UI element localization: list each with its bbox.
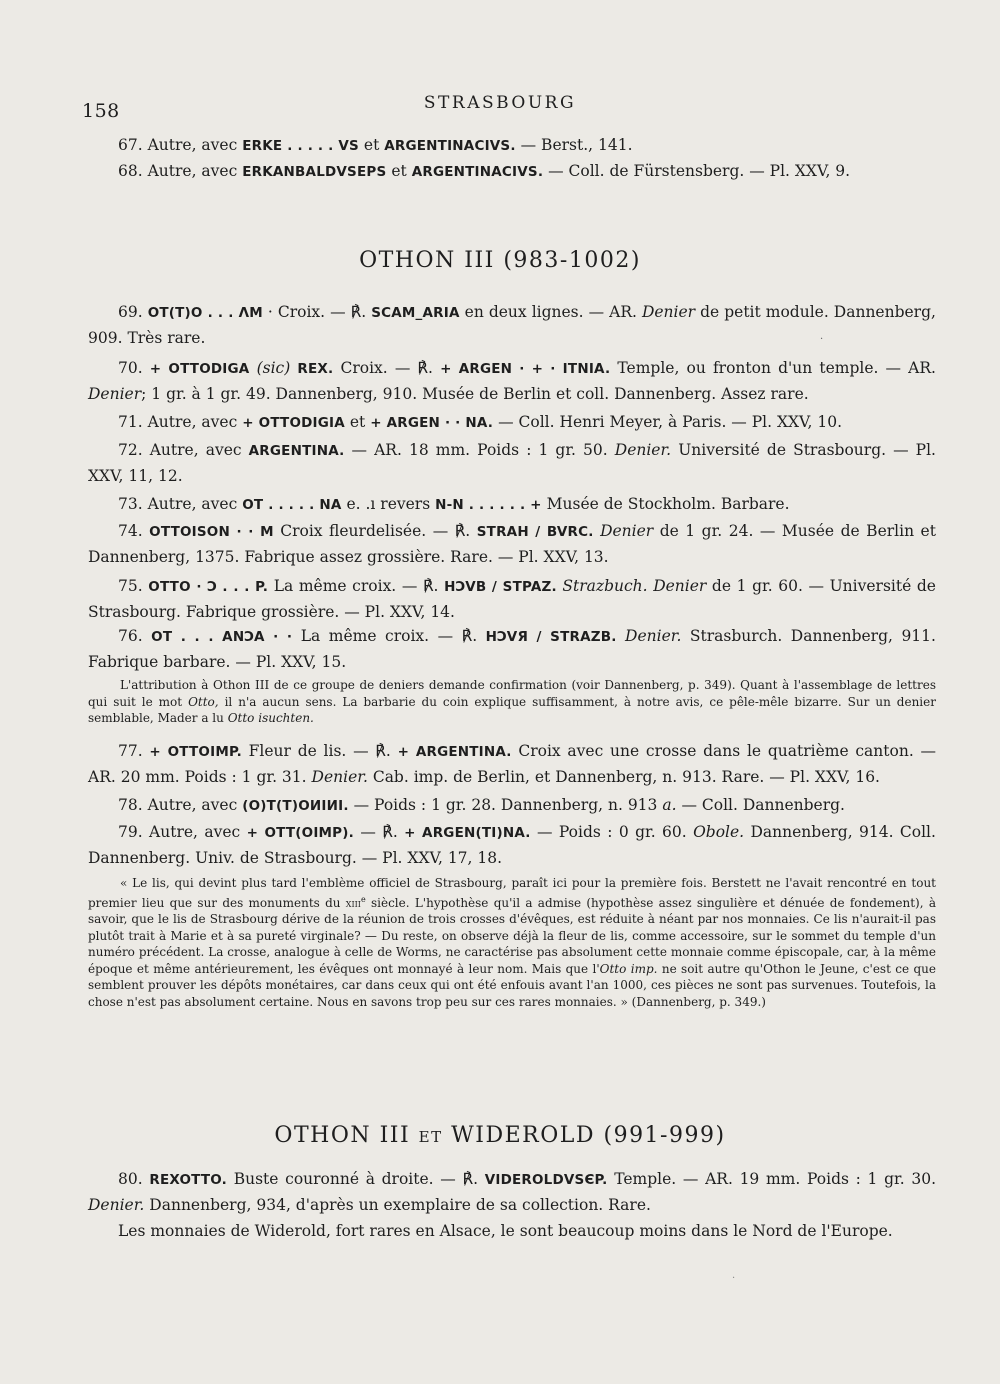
entry-69: 69. OT(T)O . . . ΛM · Croix. — ℟. SCAM_ARIA en deux lignes. — AR. Denier de petit module. Dannenberg, 909. Très rare. [88, 303, 936, 347]
coin-legend: OTTO · Ͻ . . . P. [148, 579, 269, 595]
entry-68: 68. Autre, avec ERKANBALDVSEPS et ARGENTINACIVS. — Coll. de Fürstensberg. — Pl. XXV, 9. [118, 162, 851, 180]
entry-79: 79. Autre, avec + OTT(OIMP). — ℟. + ARGEN(TI)NA. — Poids : 0 gr. 60. Obole. Dannenberg, 914. Coll. Dannenberg. Univ. de Strasbourg. — Pl. XXV, 17, 18. [88, 823, 936, 867]
coin-legend: + ARGEN · · NA. [370, 415, 494, 431]
entry-76: 76. OT . . . ANϽA · · La même croix. — ℟. HϽVЯ / STRAZB. Denier. Strasburch. Dannenberg, 911. Fabrique barbare. — Pl. XXV, 15. [88, 627, 936, 671]
coin-legend: ARGENTINA. [248, 443, 345, 459]
entry-73: 73. Autre, avec OT . . . . . NA e. .ı revers N-N . . . . . . + Musée de Stockholm. Barbare. [118, 495, 790, 513]
coin-legend: ARGENTINACIVS. [384, 138, 516, 154]
entry-80: 80. REXOTTO. Buste couronné à droite. — ℟. VIDEROLDVSЄP. Temple. — AR. 19 mm. Poids : 1 gr. 30. Denier. Dannenberg, 934, d'après un exemplaire de sa collection. Rare. [88, 1170, 937, 1214]
coin-legend: REXOTTO. [149, 1172, 228, 1188]
coin-legend: STRAH / BVRC. [476, 524, 594, 540]
coin-legend: + ARGENTINA. [397, 744, 512, 760]
coin-legend: + OTTOIMP. [149, 744, 242, 760]
entry-75: 75. OTTO · Ͻ . . . P. La même croix. — ℟. HϽVB / STPAZ. Strazbuch. Denier de 1 gr. 60. — Université de Strasbourg. Fabrique grossière. — Pl. XXV, 14. [88, 577, 936, 621]
coin-legend: OTTOISON · · M [149, 524, 274, 540]
coin-legend: + ARGEN · + · ITNIA. [440, 361, 611, 377]
coin-legend: ERKANBALDVSEPS [242, 164, 387, 180]
entry-70: 70. + OTTODIGA (sic) REX. Croix. — ℟. + ARGEN · + · ITNIA. Temple, ou fronton d'un temple. — AR. Denier; 1 gr. à 1 gr. 49. Dannenberg, 910. Musée de Berlin et coll. Dannenberg. Assez rare. [88, 359, 936, 403]
running-title: STRASBOURG [423, 93, 577, 113]
coin-legend: SCAM_ARIA [371, 305, 460, 321]
coin-legend: OT . . . . . NA [242, 497, 342, 513]
coin-legend: + OTT(OIMP). [246, 825, 354, 841]
entry-74: 74. OTTOISON · · M Croix fleurdelisée. — ℟. STRAH / BVRC. Denier de 1 gr. 24. — Musée de Berlin et Dannenberg, 1375. Fabrique assez grossière. Rare. — Pl. XXV, 13. [88, 522, 936, 566]
coin-legend: (O)T(T)OИIИI. [242, 798, 349, 814]
footnote-attribution: L'attribution à Othon III de ce groupe de deniers demande confirmation (voir Dannenberg, p. 349). Quant à l'assemblage de lettres qui suit le mot Otto, il n'a aucun sens. La barbarie du coin explique suffisamment, à notre avis, ce pêle-mêle bizarre. Sur un denier semblable, Mader a lu Otto isuchten. [88, 678, 936, 725]
coin-legend: HϽVB / STPAZ. [444, 579, 557, 595]
entry-72: 72. Autre, avec ARGENTINA. — AR. 18 mm. Poids : 1 gr. 50. Denier. Université de Strasbourg. — Pl. XXV, 11, 12. [88, 441, 936, 485]
entry-67: 67. Autre, avec ERKE . . . . . VS et ARGENTINACIVS. — Berst., 141. [118, 136, 633, 154]
footnote-dannenberg-quote: « Le lis, qui devint plus tard l'emblème officiel de Strasbourg, paraît ici pour la première fois. Berstett ne l'avait rencontré en tout premier lieu que sur des monuments du xiii$^e$ siècle. L'hypothèse qu'il a admise (hypothèse assez singulière et dénuée de fondement), à savoir, que le lis de Strasbourg dérive de la réunion de trois crosses d'évêques, est réduite à néant par nos monnaies. Ce lis n'aurait-il pas plutôt trait à Marie et à sa pureté virginale? — Du reste, on observe déjà la fleur de lis, comme accessoire, sur le sommet du temple d'un numéro précédent. La crosse, analogue à celle de Worms, ne caractérise pas absolument cette monnaie comme épiscopale, car, à la même époque et même antérieurement, les évêques ont monnayé à leur nom. Mais que l'Otto imp. ne soit autre qu'Othon le Jeune, c'est ce que semblent prouver les dépôts monétaires, car dans ceux qui ont été enfouis avant l'an 1000, ces pièces ne sont pas survenues. Toutefois, la chose n'est pas absolument certaine. Nous en savons trop peu sur ces rares monnaies. » (Dannenberg, p. 349.) [88, 876, 936, 1009]
coin-legend: N-N . . . . . . + [435, 497, 542, 513]
coin-legend: ARGENTINACIVS. [411, 164, 544, 180]
coin-legend: ERKE . . . . . VS [242, 138, 359, 154]
stray-mark: · [732, 1273, 736, 1284]
coin-legend: HϽVЯ / STRAZB. [485, 629, 617, 645]
coin-legend: REX. [297, 361, 334, 377]
coin-legend: OT(T)O . . . ΛM [147, 305, 263, 321]
entry-78: 78. Autre, avec (O)T(T)OИIИI. — Poids : 1 gr. 28. Dannenberg, n. 913 a. — Coll. Dannenberg. [118, 796, 845, 814]
closing-remark: Les monnaies de Widerold, fort rares en Alsace, le sont beaucoup moins dans le Nord de l'Europe. [118, 1222, 893, 1240]
coin-legend: + OTTODIGA [149, 361, 250, 377]
coin-legend: + ARGEN(TI)NA. [404, 825, 531, 841]
entry-71: 71. Autre, avec + OTTODIGIA et + ARGEN · · NA. — Coll. Henri Meyer, à Paris. — Pl. XXV, 10. [118, 413, 843, 431]
coin-legend: + OTTODIGIA [242, 415, 345, 431]
page-number: 158 [82, 100, 120, 122]
coin-legend: VIDEROLDVSЄP. [484, 1172, 608, 1188]
stray-mark: · [820, 334, 824, 345]
coin-legend: OT . . . ANϽA · · [151, 629, 293, 645]
entry-77: 77. + OTTOIMP. Fleur de lis. — ℟. + ARGENTINA. Croix avec une crosse dans le quatrième canton. — AR. 20 mm. Poids : 1 gr. 31. Denier. Cab. imp. de Berlin, et Dannenberg, n. 913. Rare. — Pl. XXV, 16. [88, 742, 936, 786]
section-heading-2: OTHON III ET WIDEROLD (991-999) [274, 1123, 726, 1148]
section-heading: OTHON III (983-1002) [359, 248, 641, 273]
